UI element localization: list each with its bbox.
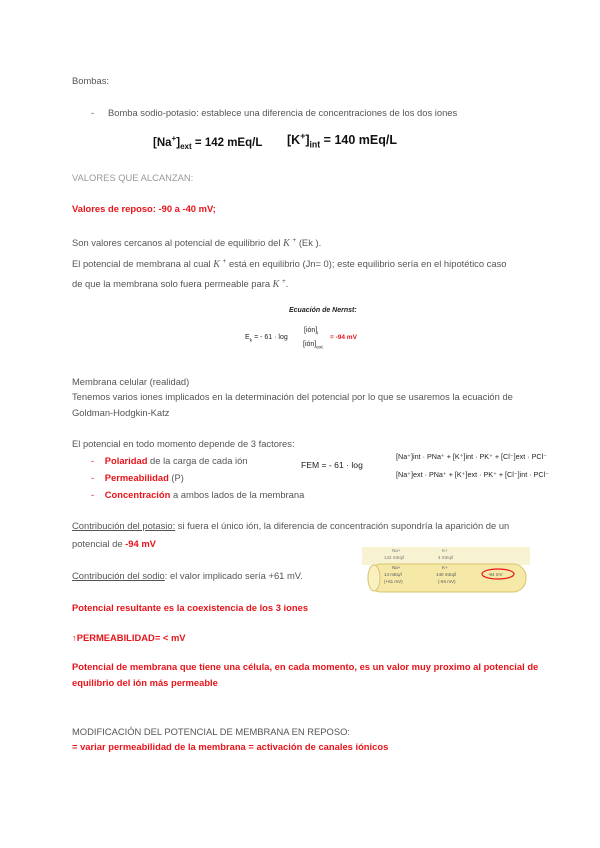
membrana-line-1: Tenemos varios iones implicados en la determinación del potencial por lo que se usaremos la ecuación de	[72, 391, 513, 402]
potencial-membrana-line-2: equilibrio del ión más permeable	[72, 677, 218, 688]
fig-k-potential: (-94 mV)	[438, 579, 456, 584]
nernst-title: Ecuación de Nernst:	[289, 307, 357, 314]
modificacion-line: = variar permeabilidad de la membrana = activación de canales iónicos	[72, 741, 389, 752]
fig-na-ext-value: 142 mEq/l	[384, 555, 405, 560]
goldman-denominator: [Na⁺]ext · PNa⁺ + [K⁺]ext · PK⁺ + [Cl⁻]int · PCl⁻	[396, 470, 549, 479]
fig-na-ext-label: Na+	[392, 548, 401, 553]
section-heading-valores: VALORES QUE ALCANZAN:	[72, 172, 194, 183]
section-heading-bombas: Bombas:	[72, 75, 109, 86]
fig-na-int-value: 14 mEq/l	[384, 572, 402, 577]
fig-na-int-label: Na+	[392, 565, 401, 570]
fig-k-int-value: 140 mEq/l	[436, 572, 457, 577]
nernst-numerator: $[ión]_i$	[304, 327, 319, 337]
membrana-line-2: Goldman-Hodgkin-Katz	[72, 407, 170, 418]
nernst-denominator: $[ión]_{ext}$	[303, 341, 323, 351]
section-heading-membrana: Membrana celular (realidad)	[72, 376, 190, 387]
na-concentration: $[Na^+]_{ext} = 142$ mEq/L	[153, 134, 263, 152]
potencial-membrana-line-1: Potencial de membrana que tiene una célula, en cada momento, es un valor muy proximo al potencial de	[72, 661, 539, 672]
potencial-resultante: Potencial resultante es la coexistencia de los 3 iones	[72, 602, 309, 613]
k-concentration: $[K^+]_{int} = 140$ mEq/L	[287, 131, 397, 150]
nernst-lhs: $E_k$ = - 61 · log	[245, 334, 288, 344]
contribucion-potasio: Contribución del potasio: si fuera el único ión, la diferencia de concentración supondría la aparición de un	[72, 520, 510, 531]
contribucion-potasio-2: potencial de -94 mV	[72, 538, 156, 549]
valores-line-2: El potencial de membrana al cual K + está en equilibrio (Jn= 0); este equilibrio sería en el hipotético caso	[72, 258, 507, 271]
valores-line-1: Son valores cercanos al potencial de equilibrio del K + (Ek ).	[72, 237, 322, 250]
factor-item: - Permeabilidad (P)	[91, 472, 184, 483]
bomba-description: Bomba sodio-potasio: establece una diferencia de concentraciones de los dos iones	[108, 107, 458, 118]
bullet-marker: -	[91, 107, 95, 118]
goldman-lhs: FEM = - 61 · log	[301, 460, 363, 470]
fig-k-ext-value: 4 mEq/l	[438, 555, 454, 560]
valores-reposo: Valores de reposo: -90 a -40 mV;	[72, 203, 216, 214]
factor-item: - Polaridad de la carga de cada ión	[91, 455, 248, 466]
goldman-numerator: [Na⁺]int · PNa⁺ + [K⁺]int · PK⁺ + [Cl⁻]ext · PCl⁻	[396, 452, 547, 461]
factores-intro: El potencial en todo momento depende de 3 factores:	[72, 438, 295, 449]
permeabilidad-note: ↑PERMEABILIDAD= < mV	[72, 632, 186, 643]
fig-k-int-label: K+	[442, 565, 448, 570]
fig-k-ext-label: K+	[442, 548, 448, 553]
section-heading-modificacion: MODIFICACIÓN DEL POTENCIAL DE MEMBRANA EN REPOSO:	[72, 726, 350, 737]
membrane-cell-figure	[362, 547, 530, 597]
fig-result-value: -94 mV	[488, 572, 503, 577]
contribucion-sodio: Contribución del sodio: el valor implicado sería +61 mV.	[72, 570, 303, 581]
valores-line-3: de que la membrana solo fuera permeable para K +.	[72, 278, 289, 291]
factor-item: - Concentración a ambos lados de la membrana	[91, 489, 305, 500]
nernst-result: = -94 mV	[330, 334, 357, 341]
fig-na-potential: (+61 mV)	[384, 579, 403, 584]
